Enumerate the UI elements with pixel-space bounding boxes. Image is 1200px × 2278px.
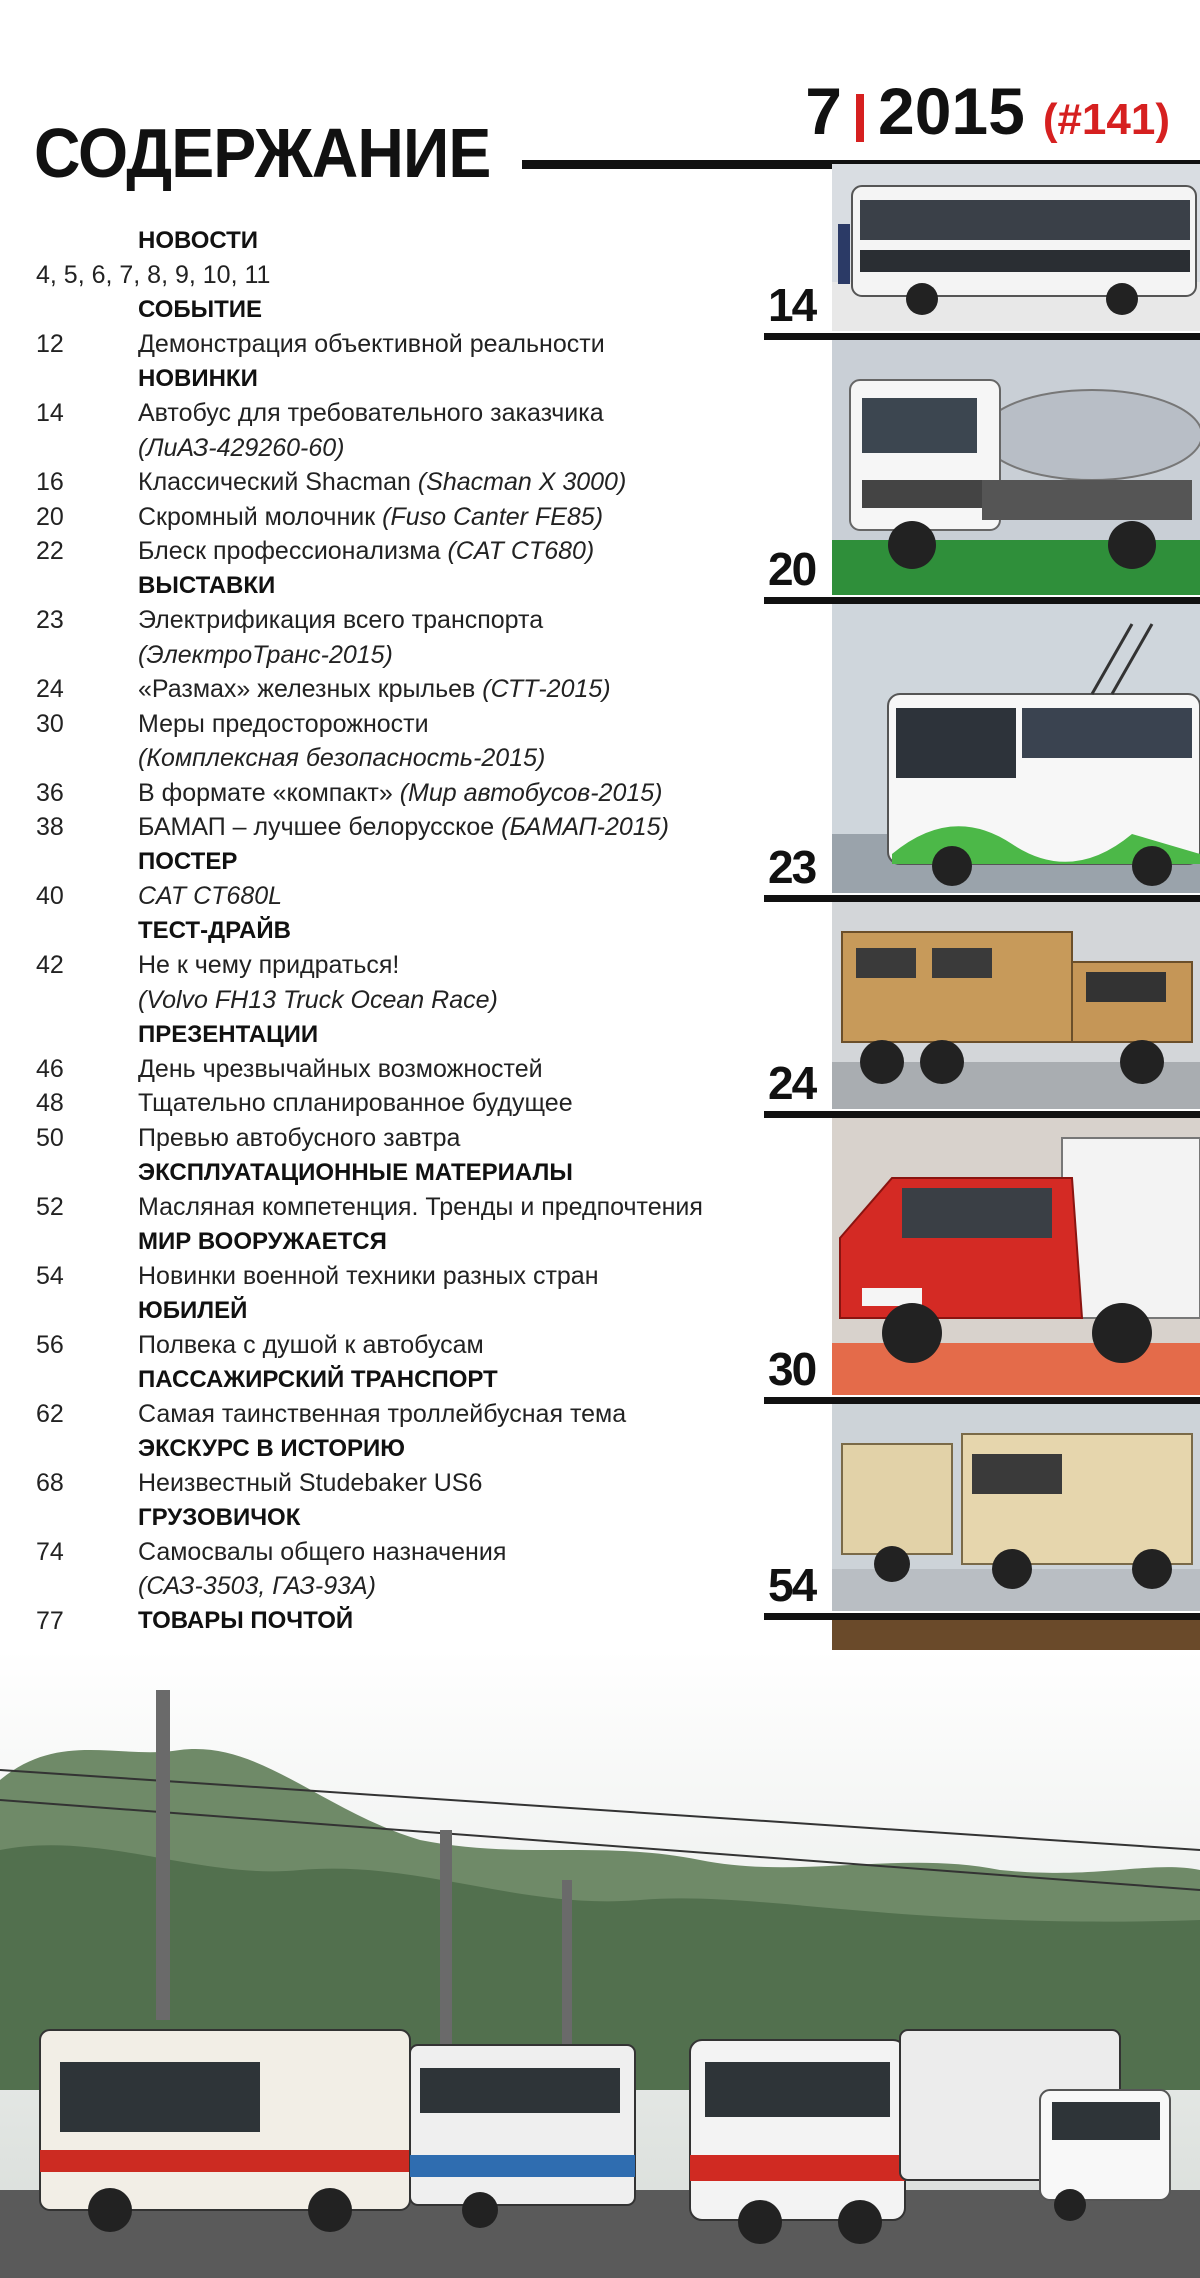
toc-item[interactable] <box>36 1328 756 1363</box>
item-title <box>138 709 429 738</box>
toc-item[interactable] <box>36 742 756 777</box>
item-title <box>138 401 604 426</box>
toc-item[interactable] <box>36 259 756 294</box>
item-title-text: Самая таинственная троллейбусная тема <box>138 1399 627 1428</box>
page-number: 74 <box>36 1537 64 1566</box>
toc-item[interactable] <box>36 328 756 363</box>
item-subtitle: CAT CT680L <box>138 882 283 911</box>
item-title <box>138 884 282 909</box>
section-title: ПАССАЖИРСКИЙ ТРАНСПОРТ <box>138 1365 498 1393</box>
page-number: 14 <box>36 399 64 428</box>
item-title <box>138 746 545 771</box>
toc-item[interactable] <box>36 397 756 432</box>
page-number: 42 <box>36 951 64 980</box>
thumbnail-page-number: 24 <box>768 1057 816 1109</box>
page-number: 54 <box>36 1261 64 1290</box>
item-title-text: В формате «компакт» <box>138 778 400 807</box>
item-title-text: Меры предосторожности <box>138 709 429 738</box>
toc-section-heading[interactable] <box>36 845 756 880</box>
item-title-text: Демонстрация объективной реальности <box>138 330 605 359</box>
issue-number: 7 <box>805 74 842 148</box>
toc-section-heading[interactable] <box>36 362 756 397</box>
item-title <box>138 539 594 564</box>
toc-section-heading[interactable] <box>36 914 756 949</box>
toc-item[interactable] <box>36 880 756 915</box>
section-title: ЭКСПЛУАТАЦИОННЫЕ МАТЕРИАЛЫ <box>138 1158 573 1186</box>
item-title <box>138 1609 353 1633</box>
page-number: 68 <box>36 1468 64 1497</box>
toc-item[interactable] <box>36 466 756 501</box>
toc-item[interactable] <box>36 776 756 811</box>
toc-item[interactable] <box>36 638 756 673</box>
military-truck-icon <box>832 1404 1200 1611</box>
item-title <box>138 470 626 495</box>
thumbnail-24[interactable] <box>764 902 1200 1118</box>
toc-section-heading[interactable] <box>36 1225 756 1260</box>
item-subtitle: (CAT CT680) <box>447 537 595 566</box>
fire-truck-icon <box>832 1118 1200 1395</box>
item-title-text: Классический Shacman <box>138 468 418 497</box>
toc-item[interactable] <box>36 983 756 1018</box>
section-title: СОБЫТИЕ <box>138 296 263 324</box>
thumbnail-page-number: 20 <box>768 543 816 595</box>
item-title <box>138 953 399 978</box>
page-number: 12 <box>36 330 64 359</box>
issue-total: (#141) <box>1042 95 1170 144</box>
toc-item[interactable] <box>36 535 756 570</box>
section-title: ГРУЗОВИЧОК <box>138 1503 301 1531</box>
item-title-text: Скромный молочник <box>138 502 383 531</box>
thumbnail-page-number: 54 <box>768 1559 816 1611</box>
page-number: 38 <box>36 813 64 842</box>
page-number: 40 <box>36 882 64 911</box>
toc-item[interactable] <box>36 673 756 708</box>
page-number: 36 <box>36 778 64 807</box>
toc-item[interactable] <box>36 1466 756 1501</box>
toc-item[interactable] <box>36 1570 756 1605</box>
toc-item[interactable] <box>36 1535 756 1570</box>
item-subtitle: (САЗ-3503, ГАЗ-93А) <box>138 1572 377 1601</box>
thumbnail-20[interactable] <box>764 340 1200 604</box>
item-title-text: Полвека с душой к автобусам <box>138 1330 484 1359</box>
item-title-text: Блеск профессионализма <box>138 537 448 566</box>
item-title-text: «Размах» железных крыльев <box>138 675 483 704</box>
toc-item[interactable] <box>36 949 756 984</box>
issue-label <box>805 74 1170 158</box>
item-subtitle: (Shacman X 3000) <box>417 468 627 497</box>
page-number: 30 <box>36 709 64 738</box>
thumbnail-23[interactable] <box>764 604 1200 902</box>
thumbnail-bar <box>764 597 1200 604</box>
issue-separator <box>856 94 864 142</box>
toc-section-heading[interactable] <box>36 1018 756 1053</box>
item-subtitle: (Fuso Canter FE85) <box>382 502 604 531</box>
item-title <box>138 778 663 807</box>
thumbnail-page-number: 30 <box>768 1343 816 1395</box>
item-subtitle: (Комплексная безопасность-2015) <box>138 744 546 773</box>
item-title <box>138 502 604 531</box>
page-number: 20 <box>36 502 64 531</box>
item-title-text: Электрификация всего транспорта <box>138 606 544 635</box>
electric-bus-icon <box>832 604 1200 893</box>
item-title <box>138 608 543 633</box>
item-title-text: Новинки военной техники разных стран <box>138 1261 599 1290</box>
thumbnail-bar <box>764 1397 1200 1404</box>
page-number: 23 <box>36 606 64 635</box>
page-number: 48 <box>36 1089 64 1118</box>
toc-item[interactable] <box>36 604 756 639</box>
toc-item[interactable] <box>36 1087 756 1122</box>
item-title <box>138 985 498 1014</box>
toc-section-heading[interactable] <box>36 569 756 604</box>
item-title <box>138 1537 507 1566</box>
toc-section-heading[interactable] <box>36 293 756 328</box>
item-title <box>138 1123 461 1152</box>
item-title-text: Не к чему придраться! <box>138 951 400 980</box>
item-title-text: Масляная компетенция. Тренды и предпочтения <box>138 1192 703 1221</box>
section-title: МИР ВООРУЖАЕТСЯ <box>138 1227 387 1255</box>
item-title-text: ТОВАРЫ ПОЧТОЙ <box>138 1607 354 1635</box>
toc-section-heading[interactable] <box>36 1363 756 1398</box>
item-title-text: Самосвалы общего назначения <box>138 1537 507 1566</box>
page-number: 24 <box>36 675 64 704</box>
toc-item[interactable] <box>36 1397 756 1432</box>
item-title <box>138 1468 483 1497</box>
page-number: 77 <box>36 1606 64 1635</box>
trolleybus-depot-icon <box>0 1650 1200 2278</box>
toc-item[interactable] <box>36 1121 756 1156</box>
item-subtitle: (ЛиАЗ-429260-60) <box>138 433 345 462</box>
item-title <box>138 1192 703 1221</box>
item-title-text: Превью автобусного завтра <box>138 1123 461 1152</box>
toc-final-item[interactable] <box>36 1604 756 1639</box>
bus-icon <box>832 164 1200 331</box>
item-title <box>138 1261 599 1290</box>
thumbnail-bar <box>764 333 1200 340</box>
thumbnail-bar <box>764 895 1200 902</box>
thumbnail-14[interactable] <box>764 164 1200 340</box>
toc-section-heading[interactable] <box>36 224 756 259</box>
section-title: НОВОСТИ <box>138 227 259 255</box>
page-number: 46 <box>36 1054 64 1083</box>
item-subtitle: (ЭлектроТранс-2015) <box>138 640 393 669</box>
page-number: 4, 5, 6, 7, 8, 9, 10, 11 <box>36 261 271 290</box>
section-title: ВЫСТАВКИ <box>138 572 276 600</box>
item-subtitle: (БАМАП-2015) <box>501 813 669 842</box>
table-of-contents <box>36 224 756 1639</box>
item-subtitle: (Мир автобусов-2015) <box>399 778 663 807</box>
toc-item[interactable] <box>36 1190 756 1225</box>
item-title <box>138 433 345 462</box>
page-number: 56 <box>36 1330 64 1359</box>
item-title <box>138 1399 627 1428</box>
toc-item[interactable] <box>36 1259 756 1294</box>
toc-item[interactable] <box>36 431 756 466</box>
item-title-text: Автобус для требовательного заказчика <box>138 399 604 428</box>
thumbnail-30[interactable] <box>764 1118 1200 1404</box>
toc-item[interactable] <box>36 811 756 846</box>
item-title <box>138 332 605 357</box>
page-number: 16 <box>36 468 64 497</box>
thumbnail-bar <box>764 1111 1200 1118</box>
toc-section-heading[interactable] <box>36 1294 756 1329</box>
toc-section-heading[interactable] <box>36 1432 756 1467</box>
item-title <box>138 1054 543 1083</box>
item-title <box>138 640 393 669</box>
item-subtitle: (Volvo FH13 Truck Ocean Race) <box>138 985 498 1014</box>
item-title-text: Неизвестный Studebaker US6 <box>138 1468 483 1497</box>
tanker-truck-icon <box>832 340 1200 595</box>
item-title <box>138 677 611 702</box>
section-title: ПРЕЗЕНТАЦИИ <box>138 1020 319 1048</box>
item-title-text: День чрезвычайных возможностей <box>138 1054 543 1083</box>
item-title <box>138 1574 376 1599</box>
issue-year: 2015 <box>877 74 1025 148</box>
toc-section-heading[interactable] <box>36 1156 756 1191</box>
thumbnail-page-number: 14 <box>768 279 816 331</box>
section-title: ЮБИЛЕЙ <box>138 1296 248 1324</box>
section-title: НОВИНКИ <box>138 365 258 393</box>
item-subtitle: (СТТ-2015) <box>482 675 611 704</box>
section-title: ЭКСКУРС В ИСТОРИЮ <box>138 1434 406 1462</box>
thumbnail-54[interactable] <box>764 1404 1200 1620</box>
thumbnail-bar <box>764 1613 1200 1620</box>
item-title <box>138 815 669 840</box>
item-title-text: БАМАП – лучшее белорусское <box>138 813 502 842</box>
toc-item[interactable] <box>36 707 756 742</box>
page-number: 50 <box>36 1123 64 1152</box>
toc-section-heading[interactable] <box>36 1501 756 1536</box>
toc-item[interactable] <box>36 500 756 535</box>
shift-truck-icon <box>832 902 1200 1109</box>
item-title <box>138 1330 484 1359</box>
item-title <box>138 1091 573 1116</box>
page-number: 52 <box>36 1192 64 1221</box>
toc-item[interactable] <box>36 1052 756 1087</box>
section-title: ПОСТЕР <box>138 848 238 876</box>
page-number: 22 <box>36 537 64 566</box>
section-title: ТЕСТ-ДРАЙВ <box>138 917 291 945</box>
item-title-text: Тщательно спланированное будущее <box>138 1089 573 1118</box>
page-title: СОДЕРЖАНИЕ <box>34 114 491 192</box>
page-number: 62 <box>36 1399 64 1428</box>
thumbnail-page-number: 23 <box>768 841 816 893</box>
